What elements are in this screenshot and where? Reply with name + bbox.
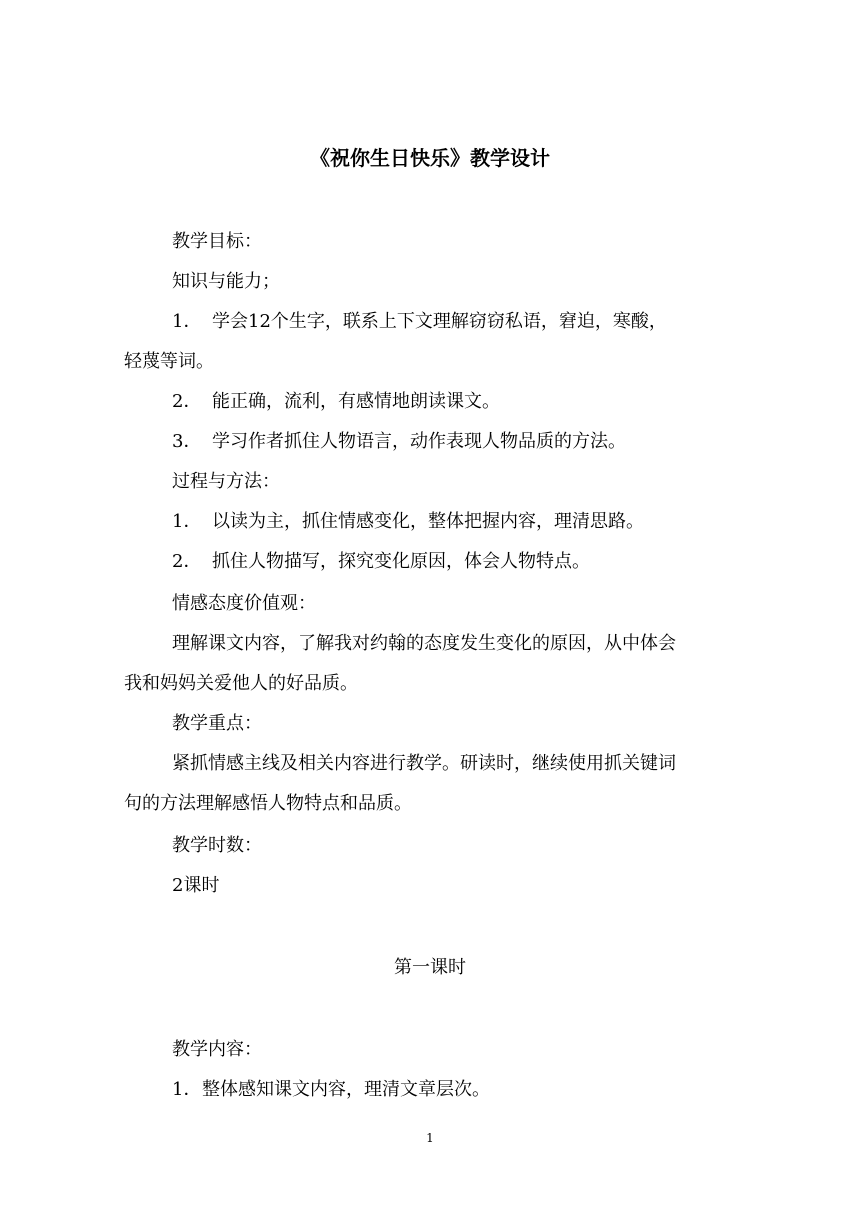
knowledge-item-1-continued: 轻蔑等词。 <box>124 351 214 372</box>
item-number: 2． <box>172 391 202 412</box>
emotion-heading: 情感态度价值观： <box>172 593 316 614</box>
hours-heading: 教学时数： <box>172 835 262 856</box>
goals-heading: 教学目标： <box>172 231 262 252</box>
focus-heading: 教学重点： <box>172 713 262 734</box>
item-text: 抓住人物描写，探究变化原因，体会人物特点。 <box>212 551 590 572</box>
process-item-2 <box>172 548 590 576</box>
focus-text-line-2: 句的方法理解感悟人物特点和品质。 <box>124 793 412 814</box>
page-number: 1 <box>426 1131 434 1145</box>
knowledge-item-1 <box>172 308 667 336</box>
process-item-1 <box>172 508 644 536</box>
item-text: 学习作者抓住人物语言，动作表现人物品质的方法。 <box>212 431 626 452</box>
item-number: 3． <box>172 431 202 452</box>
process-heading: 过程与方法： <box>172 471 280 492</box>
item-text: 能正确，流利，有感情地朗读课文。 <box>212 391 500 412</box>
content-item-1 <box>172 1076 490 1104</box>
emotion-text-line-2: 我和妈妈关爱他人的好品质。 <box>124 673 358 694</box>
hours-value: 2课时 <box>172 875 220 896</box>
item-text: 以读为主，抓住情感变化，整体把握内容，理清思路。 <box>212 511 644 532</box>
knowledge-item-3 <box>172 428 626 456</box>
item-text: 学会12个生字，联系上下文理解窃窃私语，窘迫，寒酸， <box>212 311 667 332</box>
knowledge-heading: 知识与能力； <box>172 271 280 292</box>
content-heading: 教学内容： <box>172 1039 262 1060</box>
emotion-text-line-1: 理解课文内容，了解我对约翰的态度发生变化的原因，从中体会 <box>172 633 676 654</box>
document-title: 《祝你生日快乐》教学设计 <box>310 146 550 170</box>
item-text: 整体感知课文内容，理清文章层次。 <box>202 1079 490 1100</box>
item-number: 2． <box>172 551 202 572</box>
focus-text-line-1: 紧抓情感主线及相关内容进行教学。研读时，继续使用抓关键词 <box>172 753 676 774</box>
item-number: 1． <box>172 311 202 332</box>
lesson-heading: 第一课时 <box>394 957 466 978</box>
item-number: 1． <box>172 1079 202 1100</box>
knowledge-item-2 <box>172 388 500 416</box>
item-number: 1． <box>172 511 202 532</box>
